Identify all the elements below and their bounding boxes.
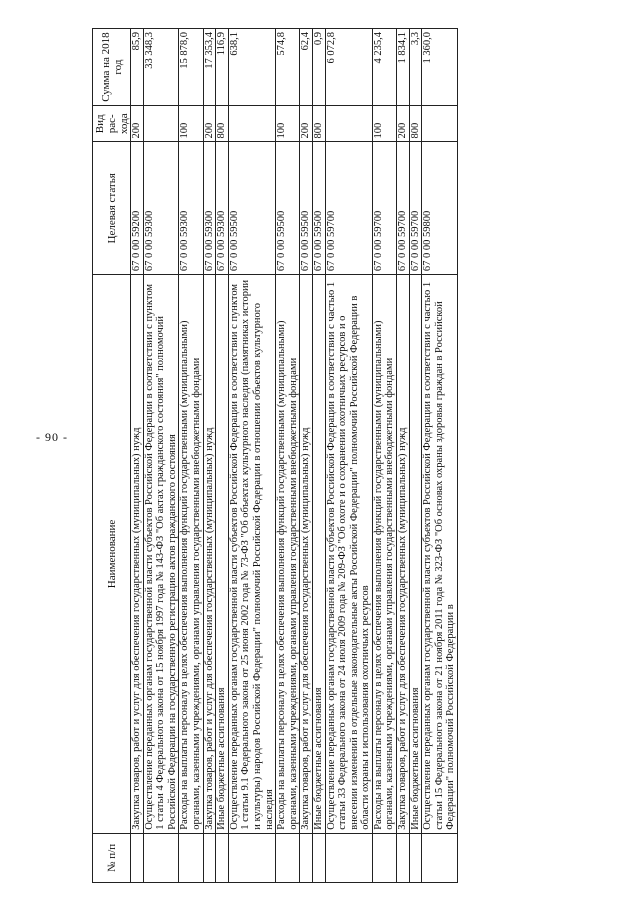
row-code: 67 0 00 59300 <box>216 142 229 275</box>
table-row <box>203 29 216 883</box>
row-name: Закупка товаров, работ и услуг для обеспечения государственных (муниципальных) нужд <box>203 275 216 834</box>
table-row <box>300 29 313 883</box>
row-vid: 200 <box>131 106 144 142</box>
row-num <box>179 833 203 882</box>
row-sum: 638,1 <box>228 29 275 106</box>
row-num <box>203 833 216 882</box>
row-code: 67 0 00 59700 <box>325 142 372 275</box>
row-name: Расходы на выплаты персоналу в целях обеспечения выполнения функций государственными (муниципальными) органами, казенными учреждениями, органами управления государственными внебюджетными фондами <box>372 275 396 834</box>
page-number <box>36 430 68 445</box>
row-vid: 800 <box>216 106 229 142</box>
row-num <box>143 833 179 882</box>
row-code: 67 0 00 59300 <box>179 142 203 275</box>
row-sum: 0,9 <box>312 29 325 106</box>
table-row <box>422 29 458 883</box>
row-vid <box>143 106 179 142</box>
row-vid <box>228 106 275 142</box>
row-num <box>300 833 313 882</box>
row-vid: 100 <box>276 106 300 142</box>
header-vid: Вид рас-хода <box>93 106 131 142</box>
row-num <box>312 833 325 882</box>
table-row <box>325 29 372 883</box>
row-code: 67 0 00 59500 <box>300 142 313 275</box>
row-sum: 116,9 <box>216 29 229 106</box>
row-sum: 85,9 <box>131 29 144 106</box>
row-sum: 15 878,0 <box>179 29 203 106</box>
table-row <box>131 29 144 883</box>
row-name: Иные бюджетные ассигнования <box>312 275 325 834</box>
row-vid: 800 <box>409 106 422 142</box>
row-sum: 4 235,4 <box>372 29 396 106</box>
row-vid: 800 <box>312 106 325 142</box>
row-name: Осуществление переданных органам государственной власти субъектов Российской Федерации в соответствии с частью 1 статьи 33 Федерального закона от 24 июля 2009 года № 209-ФЗ "Об охоте и о сохранении охотничьих ресурсов и о внесении изменений в отдельные законодательные акты Российской Федерации" полномочий Российской Федерации в области охраны и использования охотничьих ресурсов <box>325 275 372 834</box>
table-row <box>228 29 275 883</box>
row-num <box>228 833 275 882</box>
table-body <box>131 29 458 883</box>
row-vid: 200 <box>203 106 216 142</box>
row-name: Закупка товаров, работ и услуг для обеспечения государственных (муниципальных) нужд <box>397 275 410 834</box>
row-name: Расходы на выплаты персоналу в целях обеспечения выполнения функций государственными (муниципальными) органами, казенными учреждениями, органами управления государственными внебюджетными фондами <box>276 275 300 834</box>
row-sum: 62,4 <box>300 29 313 106</box>
row-vid: 100 <box>179 106 203 142</box>
row-name: Осуществление переданных органам государственной власти субъектов Российской Федерации в соответствии с пунктом 1 статьи 4 Федерального закона от 15 ноября 1997 года № 143-ФЗ "Об актах гражданского состояния" полномочий Российской Федерации на государственную регистрацию актов гражданского состояния <box>143 275 179 834</box>
table-header-row <box>93 29 131 883</box>
row-name: Осуществление переданных органам государственной власти субъектов Российской Федерации в соответствии с частью 1 статьи 15 Федерального закона от 21 ноября 2011 года № 323-ФЗ "Об основах охраны здоровья граждан в Российской Федерации" полномочий Российской Федерации в <box>422 275 458 834</box>
row-code: 67 0 00 59500 <box>276 142 300 275</box>
row-name: Иные бюджетные ассигнования <box>409 275 422 834</box>
row-vid <box>325 106 372 142</box>
table-row <box>276 29 300 883</box>
row-sum: 1 360,0 <box>422 29 458 106</box>
row-sum: 3,3 <box>409 29 422 106</box>
row-name: Расходы на выплаты персоналу в целях обеспечения выполнения функций государственными (муниципальными) органами, казенными учреждениями, органами управления государственными внебюджетными фондами <box>179 275 203 834</box>
row-sum: 6 072,8 <box>325 29 372 106</box>
row-sum: 1 834,1 <box>397 29 410 106</box>
row-code: 67 0 00 59800 <box>422 142 458 275</box>
rotated-table-wrapper <box>92 28 640 883</box>
row-code: 67 0 00 59300 <box>143 142 179 275</box>
header-sum: Сумма на 2018 год <box>93 29 131 106</box>
row-num <box>372 833 396 882</box>
row-code: 67 0 00 59500 <box>228 142 275 275</box>
row-code: 67 0 00 59500 <box>312 142 325 275</box>
row-vid: 200 <box>300 106 313 142</box>
row-num <box>325 833 372 882</box>
row-vid: 200 <box>397 106 410 142</box>
row-name: Иные бюджетные ассигнования <box>216 275 229 834</box>
row-vid <box>422 106 458 142</box>
table-row <box>397 29 410 883</box>
table-row <box>216 29 229 883</box>
header-code: Целевая статья <box>93 142 131 275</box>
row-num <box>409 833 422 882</box>
table-row <box>372 29 396 883</box>
row-name: Закупка товаров, работ и услуг для обеспечения государственных (муниципальных) нужд <box>131 275 144 834</box>
row-num <box>216 833 229 882</box>
header-name: Наименование <box>93 275 131 834</box>
row-code: 67 0 00 59200 <box>131 142 144 275</box>
row-sum: 33 348,3 <box>143 29 179 106</box>
page-number-text: - 90 - <box>36 430 68 444</box>
row-name: Осуществление переданных органам государственной власти субъектов Российской Федерации в соответствии с пунктом 1 статьи 9.1 Федерального закона от 25 июня 2002 года № 73-ФЗ "Об объектах культурного наследия (памятниках истории и культуры) народов Российской Федерации" полномочий Российской Федерации в отношении объектов культурного наследия <box>228 275 275 834</box>
row-num <box>131 833 144 882</box>
row-code: 67 0 00 59700 <box>397 142 410 275</box>
row-code: 67 0 00 59700 <box>409 142 422 275</box>
row-num <box>276 833 300 882</box>
budget-table <box>92 28 458 883</box>
row-sum: 574,8 <box>276 29 300 106</box>
row-num <box>397 833 410 882</box>
table-row <box>312 29 325 883</box>
row-num <box>422 833 458 882</box>
row-vid: 100 <box>372 106 396 142</box>
table-row <box>179 29 203 883</box>
table-row <box>143 29 179 883</box>
row-sum: 17 353,4 <box>203 29 216 106</box>
row-name: Закупка товаров, работ и услуг для обеспечения государственных (муниципальных) нужд <box>300 275 313 834</box>
row-code: 67 0 00 59300 <box>203 142 216 275</box>
row-code: 67 0 00 59700 <box>372 142 396 275</box>
table-row <box>409 29 422 883</box>
header-num: № п/п <box>93 833 131 882</box>
